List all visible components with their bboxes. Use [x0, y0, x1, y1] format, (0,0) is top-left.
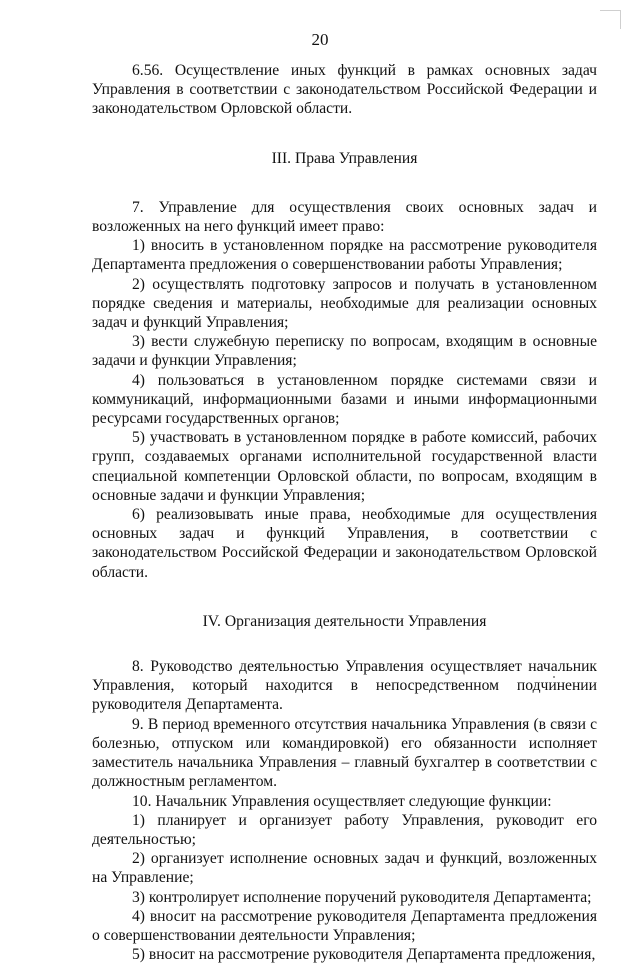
page-number: 20	[311, 30, 329, 49]
list-item-right-3: 3) вести служебную переписку по вопросам, входящим в основные задачи и функции Управления;	[92, 333, 597, 370]
list-item-right-4: 4) пользоваться в установленном порядке системами связи и коммуникаций, информационными базами и иными информационными ресурсами государственных органов;	[92, 371, 597, 428]
list-item-right-1: 1) вносить в установленном порядке на рассмотрение руководителя Департамента предложения о совершенствовании работы Управления;	[92, 237, 597, 274]
list-item-right-2: 2) осуществлять подготовку запросов и получать в установленном порядке сведения и материалы, необходимые для реализации основных задач и функций Управления;	[92, 275, 597, 332]
list-item-function-3: 3) контролирует исполнение поручений руководителя Департамента;	[132, 888, 592, 906]
paragraph-8: 8. Руководство деятельностью Управления осуществляет начальник Управления, который находится в непосредственном подчинении руководителя Департамента.	[92, 658, 597, 714]
section-3-title: III. Права Управления	[271, 149, 418, 167]
list-item-function-5: 5) вносит на рассмотрение руководителя Департамента предложения,	[132, 946, 596, 964]
paragraph-10: 10. Начальник Управления осуществляет следующие функции:	[132, 792, 552, 810]
list-item-function-4: 4) вносит на рассмотрение руководителя Департамента предложения о совершенствовании деятельности Управления;	[92, 907, 597, 944]
paragraph-9: 9. В период временного отсутствия начальника Управления (в связи с болезнью, отпуском или командировкой) его обязанности исполняет заместитель начальника Управления – главный бухгалтер в соответствии с должностным регламентом.	[92, 715, 597, 791]
document-body	[92, 61, 597, 964]
scan-corner-mark	[600, 10, 621, 29]
section-4-title: IV. Организация деятельности Управления	[202, 612, 487, 630]
paragraph-7: 7. Управление для осуществления своих основных задач и возложенных на него функций имеет право:	[92, 198, 597, 236]
list-item-right-6: 6) реализовывать иные права, необходимые для осуществления основных задач и функций Управления, в соответствии с законодательством Российской Федерации и законодательством Орловской области.	[92, 506, 597, 581]
paragraph-6-56: 6.56. Осуществление иных функций в рамках основных задач Управления в соответствии с законодательством Российской Федерации и законодательством Орловской области.	[92, 62, 597, 118]
list-item-right-5: 5) участвовать в установленном порядке в работе комиссий, рабочих групп, создаваемых органами исполнительной государственной власти специальной компетенции Орловской области, по вопросам, входящим в основные задачи и функции Управления;	[92, 429, 597, 504]
list-item-function-2: 2) организует исполнение основных задач и функций, возложенных на Управление;	[92, 850, 597, 887]
list-item-function-1: 1) планирует и организует работу Управления, руководит его деятельностью;	[92, 811, 597, 848]
